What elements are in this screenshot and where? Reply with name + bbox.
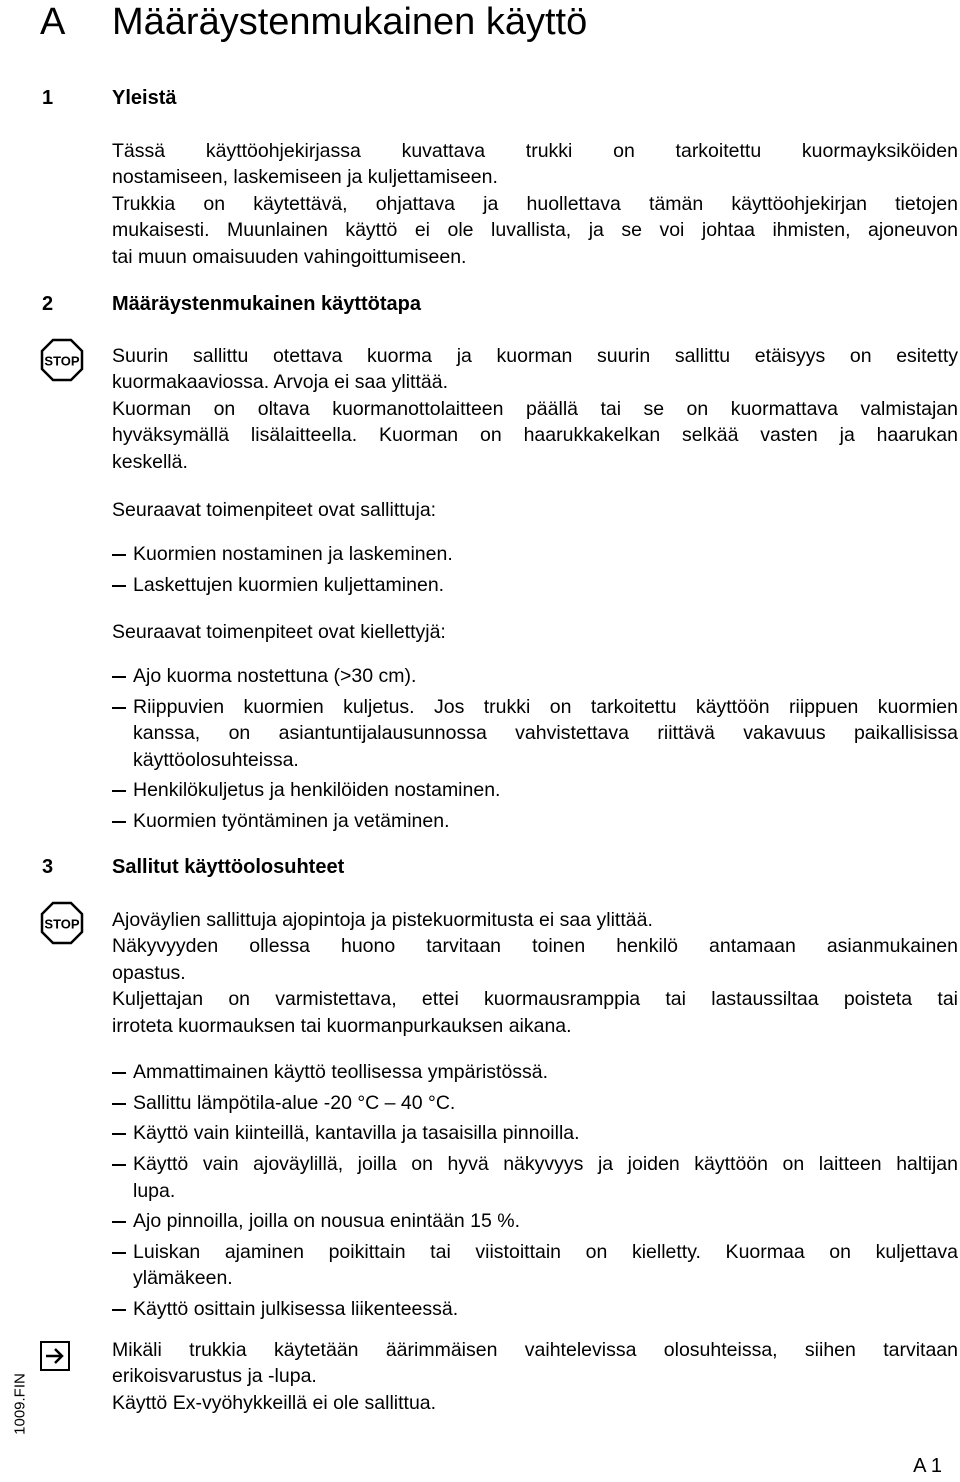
- text-line: hyväksymällä lisälaitteella. Kuorman on haarukkakelkan selkää vasten ja haarukan: [112, 424, 958, 447]
- text-line: Suurin sallittu otettava kuorma ja kuorman suurin sallittu etäisyys on esitetty: [112, 345, 958, 367]
- list-item: Luiskan ajaminen poikittain tai viistoittain on kielletty. Kuormaa on kuljettava ylämäkeen.: [112, 1239, 958, 1292]
- section-3-text: [112, 907, 958, 1039]
- chapter-title: Määräystenmukainen käyttö: [112, 1, 588, 43]
- text-line: Kuljettajan on varmistettava, ettei kuormausramppia tai lastaussiltaa poisteta tai: [112, 988, 958, 1011]
- section-title: Yleistä: [112, 87, 177, 109]
- text-line: nostamiseen, laskemiseen ja kuljettamiseen.: [112, 166, 498, 189]
- text-line: tai muun omaisuuden vahingoittumiseen.: [112, 245, 467, 268]
- stop-sign-label: STOP: [44, 916, 80, 932]
- list-item: Sallittu lämpötila-alue -20 °C – 40 °C.: [112, 1090, 958, 1116]
- allowed-heading: Seuraavat toimenpiteet ovat sallittuja:: [112, 499, 437, 521]
- section-heading-3: [42, 855, 344, 879]
- note-text: [112, 1337, 958, 1416]
- chapter-heading: [40, 0, 587, 44]
- stop-sign-icon: [40, 338, 84, 382]
- list-item: Henkilökuljetus ja henkilöiden nostaminen.: [112, 777, 958, 803]
- note-arrow-icon: [40, 1341, 70, 1371]
- page-number: A 1: [913, 1455, 942, 1477]
- list-item: Kuormien nostaminen ja laskeminen.: [112, 541, 958, 567]
- text-line: Tässä käyttöohjekirjassa kuvattava trukki on tarkoitettu kuormayksiköiden: [112, 140, 958, 162]
- conditions-list: [112, 1059, 958, 1327]
- text-line: keskellä.: [112, 450, 188, 473]
- section-2-text: [112, 343, 958, 475]
- text-line: Trukkia on käytettävä, ohjattava ja huollettava tämän käyttöohjekirjan tietojen: [112, 192, 958, 215]
- text-line: opastus.: [112, 961, 186, 984]
- text-line: Ajoväylien sallittuja ajopintoja ja pistekuormitusta ei saa ylittää.: [112, 909, 653, 931]
- section-title: Sallitut käyttöolosuhteet: [112, 856, 345, 878]
- list-item: Riippuvien kuormien kuljetus. Jos trukki on tarkoitettu käyttöön riippuen kuormien kanssa, on asiantuntijalausunnossa vahvistettava riittävä vakavuus paikallisissa käyttöolosuhteissa.: [112, 694, 958, 773]
- list-item: Laskettujen kuormien kuljettaminen.: [112, 572, 958, 598]
- list-item: Ajo kuorma nostettuna (>30 cm).: [112, 663, 958, 689]
- section-title: Määräystenmukainen käyttötapa: [112, 293, 422, 315]
- text-line: Mikäli trukkia käytetään äärimmäisen vaihtelevissa olosuhteissa, siihen tarvitaan: [112, 1339, 958, 1361]
- list-item: Kuormien työntäminen ja vetäminen.: [112, 808, 958, 834]
- section-number: 2: [42, 293, 54, 315]
- text-line: kuormakaaviossa. Arvoja ei saa ylittää.: [112, 371, 448, 394]
- section-heading-2: [42, 292, 421, 316]
- text-line: Näkyvyyden ollessa huono tarvitaan toinen henkilö antamaan asianmukainen: [112, 935, 958, 958]
- list-item: Käyttö vain kiinteillä, kantavilla ja tasaisilla pinnoilla.: [112, 1120, 958, 1146]
- forbidden-list: [112, 663, 958, 839]
- stop-sign-icon: [40, 901, 84, 945]
- list-item: Ajo pinnoilla, joilla on nousua enintään 15 %.: [112, 1208, 958, 1234]
- text-line: erikoisvarustus ja -lupa.: [112, 1365, 317, 1388]
- stop-sign-label: STOP: [44, 353, 80, 369]
- list-item: Käyttö osittain julkisessa liikenteessä.: [112, 1296, 958, 1322]
- text-line: Kuorman on oltava kuormanottolaitteen päällä tai se on kuormattava valmistajan: [112, 397, 958, 420]
- section-number: 3: [42, 856, 54, 878]
- list-item: Ammattimainen käyttö teollisessa ympäristössä.: [112, 1059, 958, 1085]
- list-item: Käyttö vain ajoväylillä, joilla on hyvä näkyvyys ja joiden käyttöön on laitteen haltijan lupa.: [112, 1151, 958, 1204]
- allowed-list: [112, 541, 958, 602]
- forbidden-heading: Seuraavat toimenpiteet ovat kiellettyjä:: [112, 621, 446, 643]
- text-line: Käyttö Ex-vyöhykkeillä ei ole sallittua.: [112, 1391, 437, 1414]
- text-line: mukaisesti. Muunlainen käyttö ei ole luvallista, ja se voi johtaa ihmisten, ajoneuvon: [112, 219, 958, 242]
- section-number: 1: [42, 87, 54, 109]
- text-line: irroteta kuormauksen tai kuormanpurkauksen aikana.: [112, 1014, 572, 1037]
- document-code: 1009.FIN: [11, 1373, 29, 1435]
- chapter-letter: A: [40, 1, 66, 43]
- section-heading-1: [42, 86, 176, 110]
- section-1-text: [112, 138, 958, 270]
